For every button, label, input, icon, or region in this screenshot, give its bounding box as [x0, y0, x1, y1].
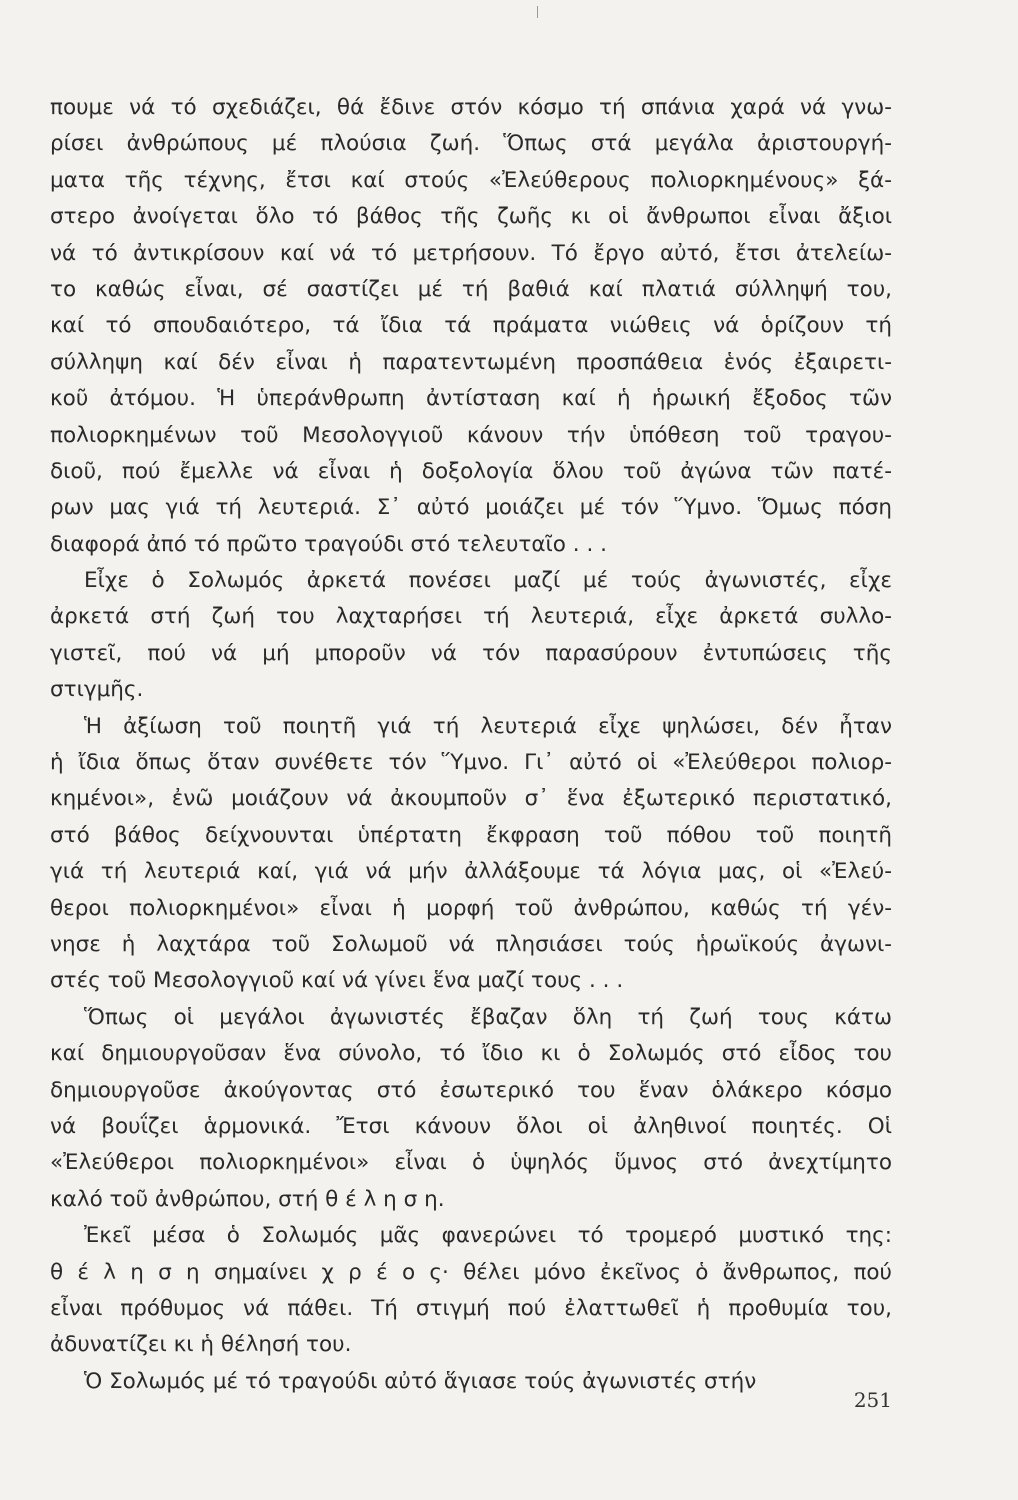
- text-line: σύλληψη καί δέν εἶναι ἡ παρατεντωμένη προσπάθεια ἑνός ἐξαιρετι-: [50, 349, 892, 375]
- text-line: ρων μας γιά τή λευτεριά. Σ᾿ αὐτό μοιάζει μέ τόν Ὕμνο. Ὅμως πόση: [50, 495, 892, 521]
- text-line: νησε ἡ λαχτάρα τοῦ Σολωμοῦ νά πλησιάσει τούς ἡρωϊκούς ἀγωνι-: [50, 931, 892, 957]
- text-line: κημένοι», ἐνῶ μοιάζουν νά ἀκουμποῦν σ᾿ ἕνα ἐξωτερικό περιστατικό,: [50, 786, 892, 812]
- text-line: Εἶχε ὁ Σολωμός ἀρκετά πονέσει μαζί μέ τούς ἀγωνιστές, εἶχε: [84, 568, 892, 594]
- print-speck: [537, 6, 538, 18]
- text-line: «Ἐλεύθεροι πολιορκημένοι» εἶναι ὁ ὑψηλός ὕμνος στό ἀνεχτίμητο: [50, 1150, 892, 1176]
- text-line: θ έ λ η σ η σημαίνει χ ρ έ ο ς· θέλει μόνο ἐκεῖνος ὁ ἄνθρωπος, πού: [50, 1259, 892, 1285]
- text-line: ρίσει ἀνθρώπους μέ πλούσια ζωή. Ὅπως στά μεγάλα ἀριστουργή-: [50, 131, 892, 157]
- text-line: πολιορκημένων τοῦ Μεσολογγιοῦ κάνουν τήν ὑπόθεση τοῦ τραγου-: [50, 422, 892, 448]
- text-line: στιγμῆς.: [50, 677, 144, 703]
- text-line: στερο ἀνοίγεται ὅλο τό βάθος τῆς ζωῆς κι οἱ ἄνθρωποι εἶναι ἄξιοι: [50, 204, 892, 230]
- text-line: ἡ ἴδια ὅπως ὅταν συνέθετε τόν Ὕμνο. Γι᾿ αὐτό οἱ «Ἐλεύθεροι πολιορ-: [50, 750, 892, 776]
- text-line: γιστεῖ, πού νά μή μποροῦν νά τόν παρασύρουν ἐντυπώσεις τῆς: [50, 640, 892, 666]
- body-text: [50, 90, 892, 1400]
- text-line: διαφορά ἀπό τό πρῶτο τραγούδι στό τελευταῖο . . .: [50, 531, 607, 557]
- text-line: Ὁ Σολωμός μέ τό τραγούδι αὐτό ἅγιασε τούς ἀγωνιστές στήν: [84, 1368, 757, 1394]
- text-line: δημιουργοῦσε ἀκούγοντας στό ἐσωτερικό του ἕναν ὁλάκερο κόσμο: [50, 1077, 892, 1103]
- text-line: πουμε νά τό σχεδιάζει, θά ἔδινε στόν κόσμο τή σπάνια χαρά νά γνω-: [50, 95, 892, 120]
- text-line: στό βάθος δείχνουνται ὑπέρτατη ἔκφραση τοῦ πόθου τοῦ ποιητῆ: [50, 822, 892, 848]
- text-line: το καθώς εἶναι, σέ σαστίζει μέ τή βαθιά καί πλατιά σύλληψή του,: [50, 276, 892, 302]
- text-line: Ὅπως οἱ μεγάλοι ἀγωνιστές ἔβαζαν ὅλη τή ζωή τους κάτω: [84, 1004, 892, 1030]
- text-line: ματα τῆς τέχνης, ἔτσι καί στούς «Ἐλεύθερους πολιορκημένους» ξά-: [50, 167, 892, 193]
- text-line: καλό τοῦ ἀνθρώπου, στή θ έ λ η σ η.: [50, 1186, 445, 1212]
- text-line: καί τό σπουδαιότερο, τά ἴδια τά πράματα νιώθεις νά ὁρίζουν τή: [50, 313, 892, 339]
- text-line: στές τοῦ Μεσολογγιοῦ καί νά γίνει ἕνα μαζί τους . . .: [50, 968, 624, 994]
- text-line: νά τό ἀντικρίσουν καί νά τό μετρήσουν. Τό ἔργο αὐτό, ἔτσι ἀτελείω-: [50, 240, 892, 266]
- text-line: κοῦ ἀτόμου. Ἡ ὑπεράνθρωπη ἀντίσταση καί ἡ ἡρωική ἔξοδος τῶν: [50, 386, 892, 412]
- text-line: ἀρκετά στή ζωή του λαχταρήσει τή λευτεριά, εἶχε ἀρκετά συλλο-: [50, 604, 892, 630]
- text-line: Ἡ ἀξίωση τοῦ ποιητῆ γιά τή λευτεριά εἶχε ψηλώσει, δέν ἦταν: [84, 713, 892, 739]
- text-line: Ἐκεῖ μέσα ὁ Σολωμός μᾶς φανερώνει τό τρομερό μυστικό της:: [84, 1223, 892, 1249]
- text-line: γιά τή λευτεριά καί, γιά νά μήν ἀλλάξουμε τά λόγια μας, οἱ «Ἐλεύ-: [50, 859, 892, 885]
- text-line: διοῦ, πού ἔμελλε νά εἶναι ἡ δοξολογία ὅλου τοῦ ἀγώνα τῶν πατέ-: [50, 458, 892, 484]
- text-line: καί δημιουργοῦσαν ἕνα σύνολο, τό ἴδιο κι ὁ Σολωμός στό εἶδος του: [50, 1041, 892, 1067]
- text-line: θεροι πολιορκημένοι» εἶναι ἡ μορφή τοῦ ἀνθρώπου, καθώς τή γέν-: [50, 895, 892, 921]
- text-line: εἶναι πρόθυμος νά πάθει. Τή στιγμή πού ἐλαττωθεῖ ἡ προθυμία του,: [50, 1295, 892, 1321]
- text-line: νά βουΐζει ἁρμονικά. Ἔτσι κάνουν ὅλοι οἱ ἀληθινοί ποιητές. Οἱ: [50, 1113, 892, 1139]
- page-number: 251: [853, 1388, 892, 1412]
- text-line: ἀδυνατίζει κι ἡ θέλησή του.: [50, 1332, 352, 1358]
